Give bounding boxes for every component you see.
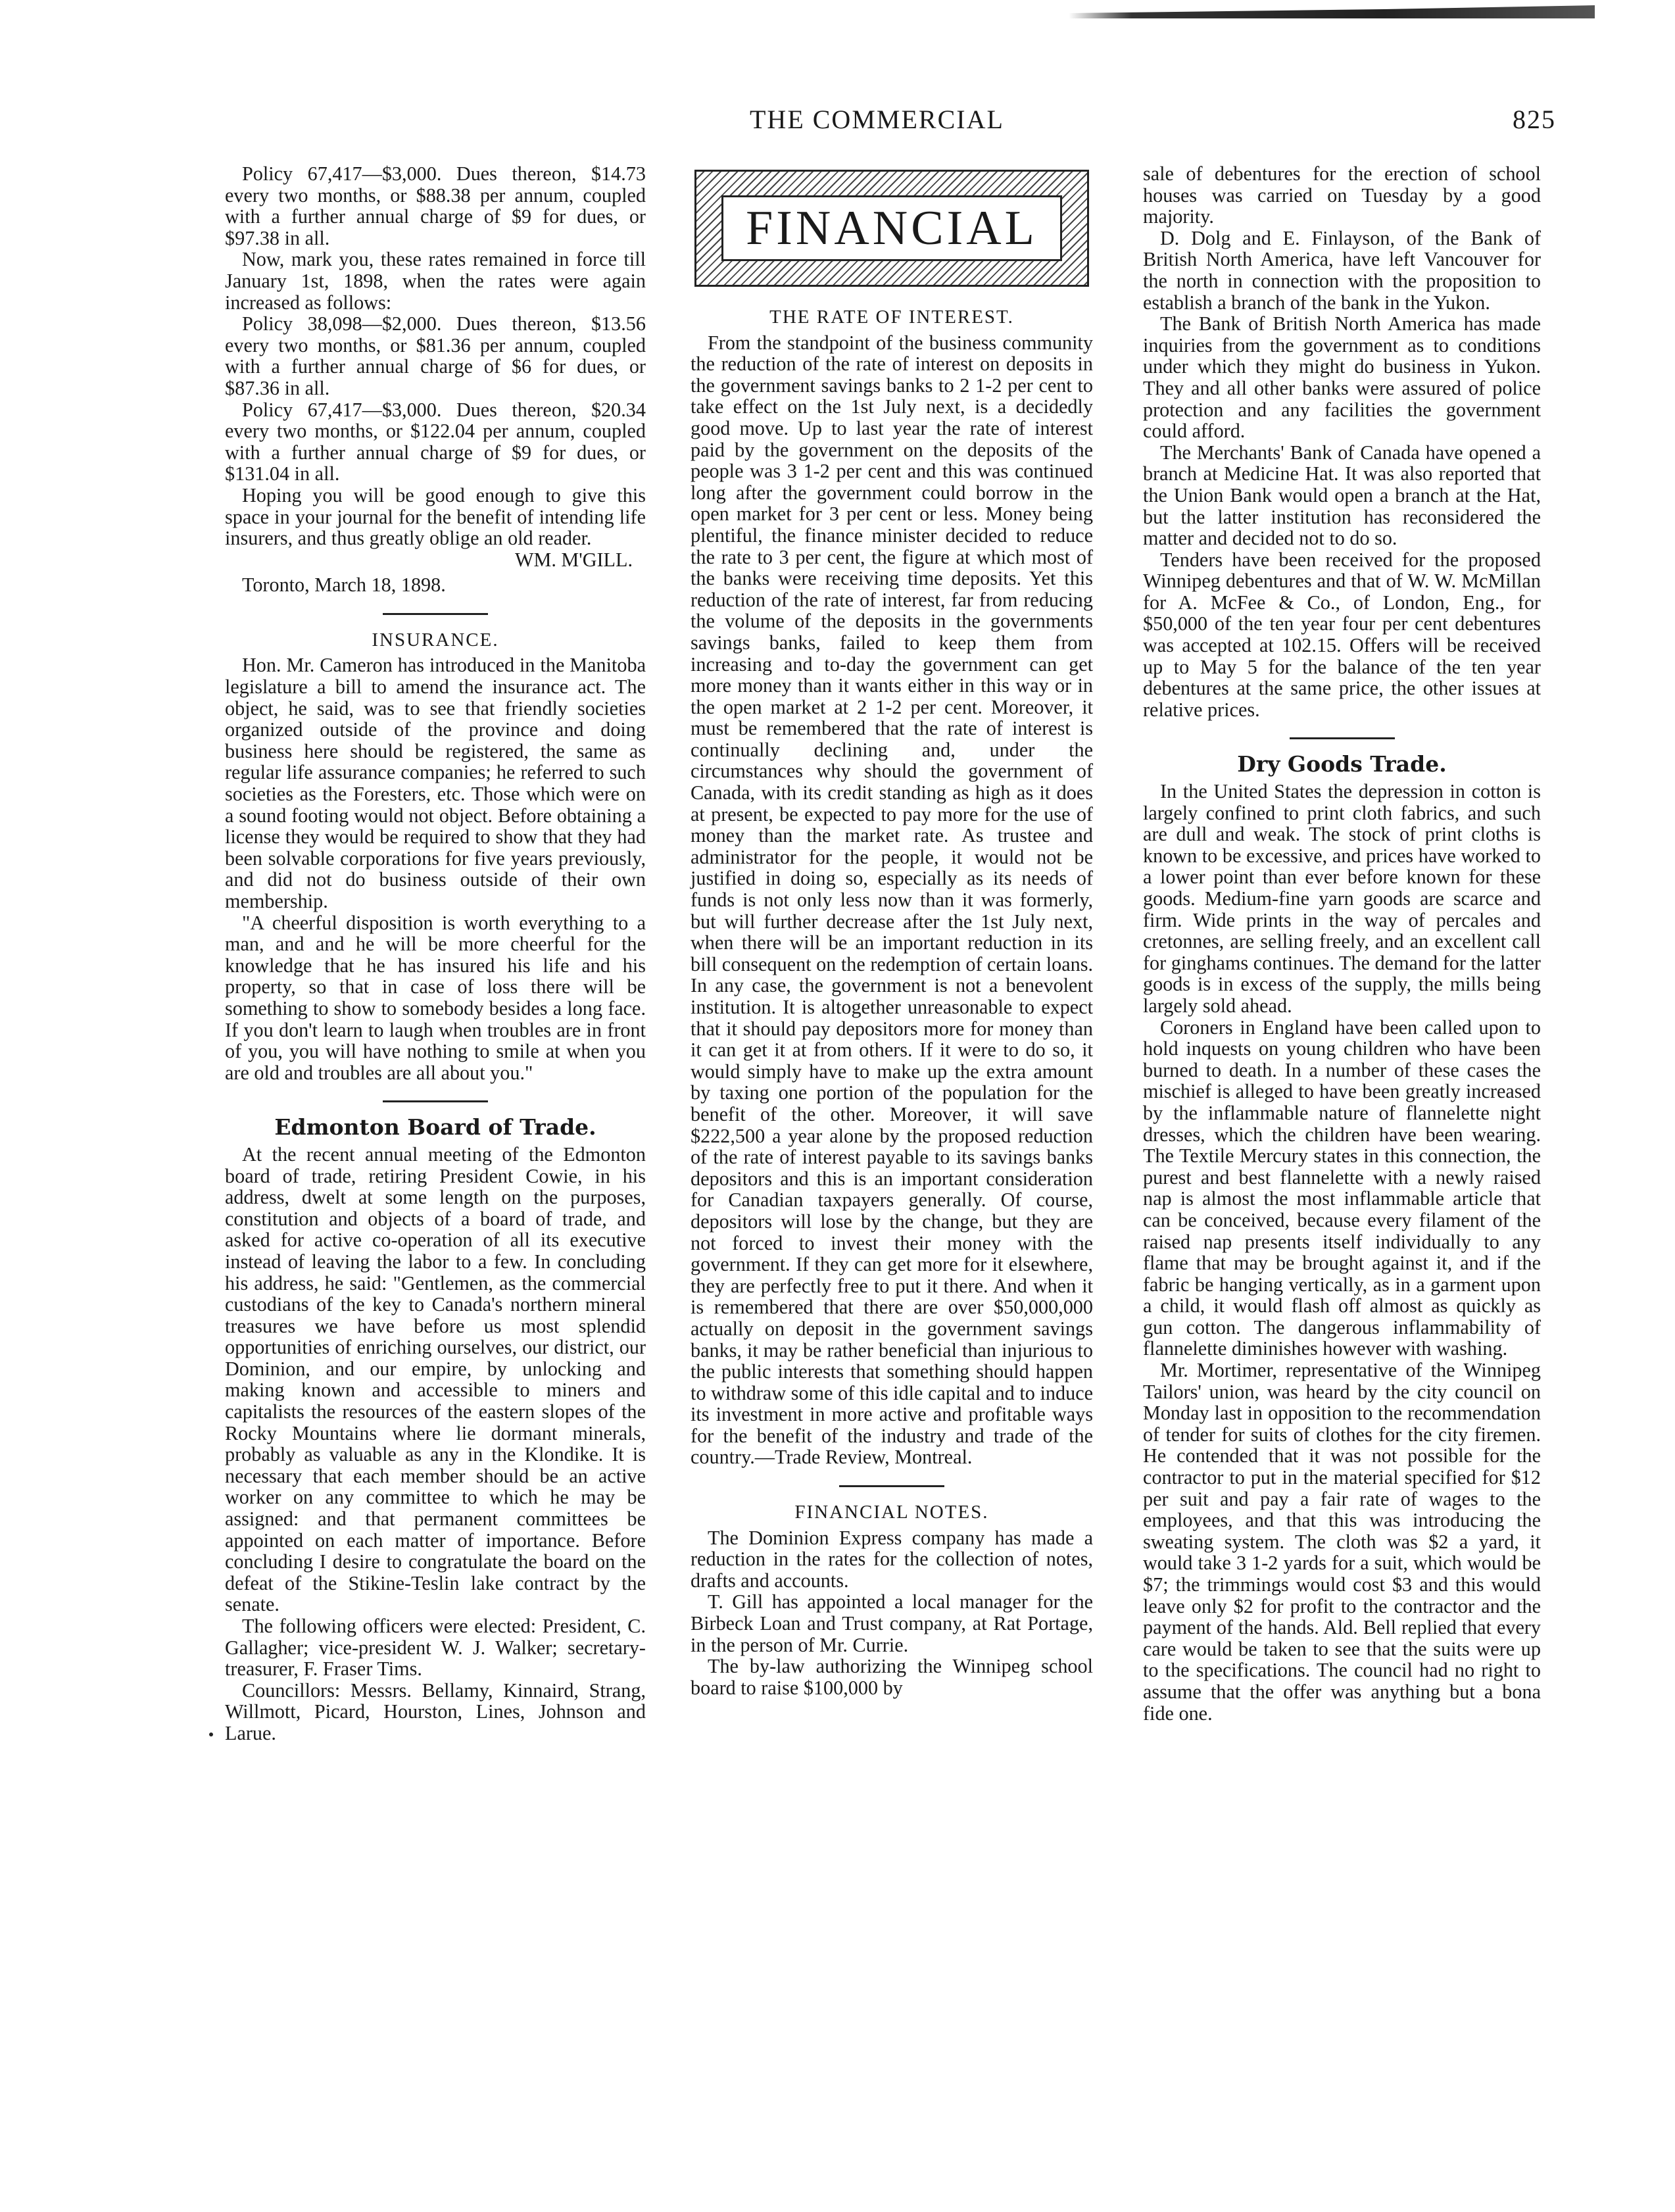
dolg-paragraph: D. Dolg and E. Finlayson, of the Bank of British North America, have left Vancouver for the north in connection with the proposition to establish a branch of the bank in the Yukon.	[1143, 226, 1541, 314]
edmonton-paragraph-3: Councillors: Messrs. Bellamy, Kinnaird, Strang, Willmott, Picard, Hourston, Lines, Johnson and Larue.	[225, 1679, 646, 1744]
merchants-paragraph: The Merchants' Bank of Canada have opened a branch at Medicine Hat. It was also reported that the Union Bank would open a branch at the Hat, but the latter institution has reconsidered the matter and decided not to do so.	[1143, 441, 1541, 550]
dry-goods-paragraph-1: In the United States the depression in cotton is largely confined to print cloth fabrics, and such are dull and weak. The stock of print cloths is known to be excessive, and prices have worked to a lower point than ever before known for these goods. Medium-fine yarn goods are scarce and firm. Wide prints in the way of percales and cretonnes, are selling freely, and an excellent call for ginghams continues. The demand for the latter goods is in excess of the supply, the mills being largely sold ahead.	[1143, 780, 1541, 1017]
letter-signature: WM. M'GILL.	[515, 548, 633, 571]
top-edge-scan-mark	[1069, 5, 1595, 18]
financial-notes-paragraph-3: The by-law authorizing the Winnipeg school board to raise $100,000 by	[691, 1655, 1093, 1699]
continued-paragraph: sale of debentures for the erection of school houses was carried on Tuesday by a good majority.	[1143, 162, 1541, 228]
margin-speck	[209, 1733, 213, 1736]
policy-paragraph-b: Policy 38,098—$2,000. Dues thereon, $13.56 every two months, or $81.36 per annum, coupled with a further annual charge of $6 for dues, or $87.36 in all.	[225, 312, 646, 399]
dry-goods-heading: Dry Goods Trade.	[1237, 751, 1447, 777]
insurance-heading: INSURANCE.	[372, 629, 499, 651]
rate-of-interest-paragraph: From the standpoint of the business community the reduction of the rate of interest on deposits in the government savings banks to 2 1-2 per cent to take effect on the 1st July next, is a decidedly good move. Up to last year the rate of interest paid by the government on the deposits of the people was 3 1-2 per cent and this was continued long after the government could borrow in the open market for 3 per cent or less. Money being plentiful, the finance minister decided to reduce the rate to 3 per cent, the figure at which most of the banks were receiving time deposits. Yet this reduction of the rate of interest, far from reducing the volume of the deposits in the governments savings banks, failed to keep them from increasing and to-day the government can get more money than it wants either in this way or in the open market at 2 1-2 per cent. Moreover, it must be remembered that the rate of interest is continually declining and, under the circumstances why should the government of Canada, with its credit standing as high as it does at present, be expected to pay more for the use of money than the market rate. As trustee and administrator for the people, it would not be justified in doing so, especially as its needs of funds is not only less now than it was formerly, but will further decrease after the 1st July next, when there will be an important reduction in its bill consequent on the redemption of certain loans. In any case, the government is not a benevolent institution. It is altogether unreasonable to expect that it should pay depositors more for money than it can get it at from others. If it were to do so, it would simply have to make up the extra amount by taxing one portion of the population for the benefit of the other. Moreover, it will save $222,500 a year alone by the proposed reduction of the rate of interest payable to its savings banks depositors and this is an important consideration for Canadian taxpayers generally. Of course, depositors will lose by the change, but they are not forced to invest their money with the government. If they can get more for it elsewhere, they are perfectly free to put it there. And when it is remembered that there are over $50,000,000 actually on deposit in the government savings banks, it may be rather beneficial than injurious to the public interests that something should happen to withdraw some of this idle capital and to induce its investment in more active and profitable ways for the benefit of the industry and trade of the country.—Trade Review, Montreal.	[691, 331, 1093, 1469]
section-rule	[1290, 737, 1395, 739]
tenders-paragraph: Tenders have been received for the proposed Winnipeg debentures and that of W. W. McMillan for A. McFee & Co., of London, Eng., for $50,000 of the ten year four per cent debentures was accepted at 102.15. Offers will be received up to May 5 for the balance of the ten year debentures at the same price, the other issues at relative prices.	[1143, 548, 1541, 721]
insurance-paragraph-2: "A cheerful disposition is worth everything to a man, and and he will be more cheerful for the knowledge that he has insured his life and his property, so that in case of loss there will be something to show to somebody besides a long face. If you don't learn to laugh when troubles are in front of you, you will have nothing to smile at when you are old and troubles are all about you."	[225, 911, 646, 1084]
page-number: 825	[1513, 105, 1556, 134]
section-rule	[383, 613, 488, 615]
section-rule	[383, 1100, 488, 1102]
column-left	[225, 163, 646, 1744]
financial-notes-heading: FINANCIAL NOTES.	[794, 1502, 989, 1523]
hoping-paragraph: Hoping you will be good enough to give this space in your journal for the benefit of intending life insurers, and thus greatly oblige an old reader.	[225, 483, 646, 550]
policy-paragraph-c: Policy 67,417—$3,000. Dues thereon, $20.34 every two months, or $122.04 per annum, coupled with a further annual charge of $9 for dues, or $131.04 in all.	[225, 398, 646, 485]
financial-banner-panel	[721, 195, 1062, 261]
edmonton-paragraph-2: The following officers were elected: President, C. Gallagher; vice-president W. J. Walker; secretary-treasurer, F. Fraser Tims.	[225, 1615, 646, 1681]
rate-of-interest-heading: THE RATE OF INTEREST.	[769, 307, 1014, 328]
letter-dateline: Toronto, March 18, 1898.	[242, 574, 446, 597]
financial-notes-paragraph-1: The Dominion Express company has made a reduction in the rates for the collection of notes, drafts and accounts.	[691, 1526, 1093, 1592]
bank-paragraph: The Bank of British North America has made inquiries from the government as to conditions under which they might do business in Yukon. They and all other banks were assured of police protection and any facilities the government could afford.	[1143, 312, 1541, 443]
dry-goods-paragraph-3: Mr. Mortimer, representative of the Winnipeg Tailors' union, was heard by the city council on Monday last in opposition to the recommendation of tender for suits of clothes for the city firemen. He contended that it was not possible for the contractor to put in the material specified for $12 per suit and pay a fair rate of wages to the employees, and that this was introducing the sweating system. The cloth was $2 a yard, it would take 3 1-2 yards for a suit, which would be $7; the trimmings would cost $3 and this would leave only $2 for profit to the contractor and the payment of the hands. Ald. Bell replied that every care would be taken to see that the suits were up to the specifications. The council had no right to assume that the offer was anything but a bona fide one.	[1143, 1359, 1541, 1725]
column-middle	[691, 170, 1093, 1698]
dry-goods-paragraph-2: Coroners in England have been called upon to hold inquests on young children who have been burned to death. In a number of these cases the mischief is alleged to have been greatly increased by the inflammable nature of flannelette night dresses, which the children have been wearing. The Textile Mercury states in this connection, the purest and best flannelette with a newly raised nap is almost the most inflammable article that can be conceived, because every filament of the raised nap presents itself individually to any flame that may be brought against it, and if the fabric be hanging vertically, as in a garment upon a child, it would flash off almost as quickly as gun cotton. The dangerous inflammability of flannelette diminishes however with washing.	[1143, 1016, 1541, 1360]
publication-title: THE COMMERCIAL	[750, 105, 1004, 134]
edmonton-heading: Edmonton Board of Trade.	[274, 1114, 596, 1141]
financial-banner-title: FINANCIAL	[746, 201, 1038, 255]
insurance-paragraph-1: Hon. Mr. Cameron has introduced in the Manitoba legislature a bill to amend the insurance act. The object, he said, was to see that friendly societies organized outside of the province and doing business here should be registered, the same as regular life assurance companies; he referred to such societies as the Foresters, etc. Those which were on a sound footing would not object. Before obtaining a license they would be required to show that they had been solvable corporations for five years previously, and did not do business outside of their own membership.	[225, 654, 646, 912]
financial-banner	[694, 170, 1089, 287]
policy-paragraph-a: Policy 67,417—$3,000. Dues thereon, $14.73 every two months, or $88.38 per annum, coupled with a further annual charge of $9 for dues, or $97.38 in all.	[225, 162, 646, 249]
column-right	[1143, 163, 1541, 1724]
edmonton-paragraph-1: At the recent annual meeting of the Edmonton board of trade, retiring President Cowie, in his address, dwelt at some length on the purposes, constitution and objects of a board of trade, and asked for active co-operation of all its executive instead of leaving the labor to a few. In concluding his address, he said: "Gentlemen, as the commercial custodians of the key to Canada's northern mineral treasures we have before us most splendid opportunities of enriching ourselves, our district, our Dominion, and our empire, by unlocking and making known and accessible to miners and capitalists the resources of the eastern slopes of the Rocky Mountains where lie dormant minerals, probably as valuable as any in the Klondike. It is necessary that each member should be an active worker on any committee to which he may be assigned: and that permanent committees be appointed on each matter of importance. Before concluding I desire to congratulate the board on the defeat of the Stikine-Teslin lake contract by the senate.	[225, 1143, 646, 1616]
section-rule	[839, 1485, 944, 1487]
now-paragraph: Now, mark you, these rates remained in force till January 1st, 1898, when the rates were again increased as follows:	[225, 248, 646, 314]
financial-notes-paragraph-2: T. Gill has appointed a local manager for the Birbeck Loan and Trust company, at Rat Portage, in the person of Mr. Currie.	[691, 1590, 1093, 1656]
